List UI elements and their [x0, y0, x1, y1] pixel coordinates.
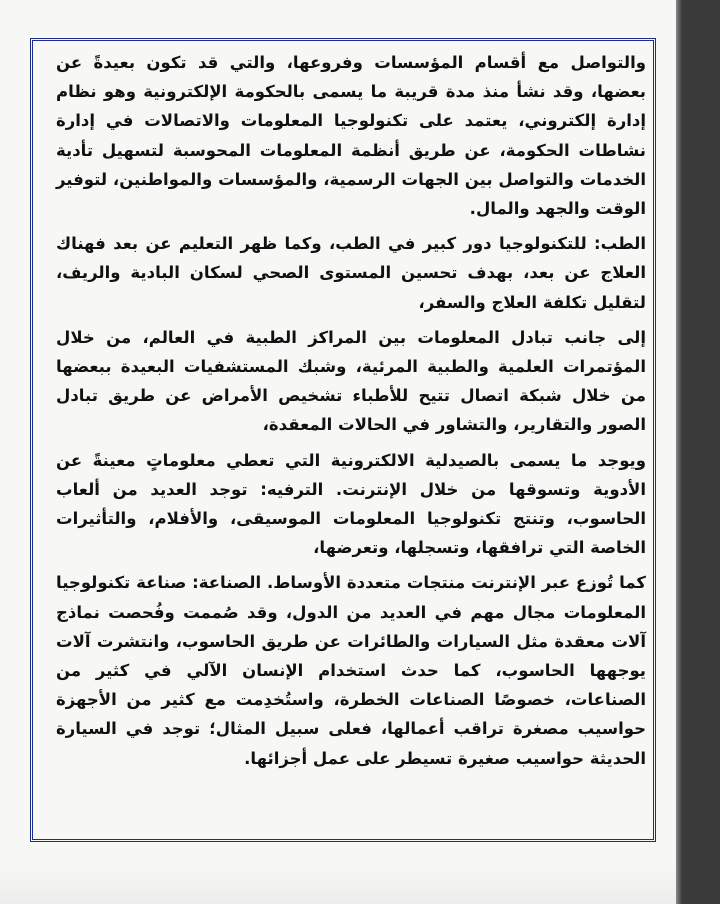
page-bottom-shadow — [0, 864, 676, 904]
paragraph-medical-information-exchange: إلى جانب تبادل المعلومات بين المراكز الطبية في العالم، من خلال المؤتمرات العلمية والطبية المرئية، وشبك المستشفيات البعيدة ببعضها من خلال شبكة اتصال تتيح للأطباء تشخيص الأمراض عن طريق تبادل الصور والتقارير، والتشاور في الحالات المعقدة، — [56, 327, 646, 435]
document-body — [56, 48, 646, 779]
paragraph-e-government: والتواصل مع أقسام المؤسسات وفروعها، والتي قد تكون بعيدةً عن بعضها، وقد نشأ منذ مدة قريبة ما يسمى بالحكومة الإلكترونية وهو نظام إدارة إلكتروني، يعتمد على تكنولوجيا المعلومات والاتصالات في إدارة نشاطات الحكومة، عن طريق أنظمة المعلومات المحوسبة لتسهيل تأدية الخدمات والتواصل بين الجهات الرسمية، والمؤسسات والمواطنين، لتوفير الوقت والجهد والمال. — [56, 53, 646, 219]
paragraph-e-pharmacy-entertainment: ويوجد ما يسمى بالصيدلية الالكترونية التي تعطي معلوماتٍ معينةً عن الأدوية وتسوقها من خلال الإنترنت. الترفيه: توجد العديد من ألعاب الحاسوب، وتنتج تكنولوجيا المعلومات الموسيقى، والأفلام، والتأثيرات الخاصة التي ترافقها، وتسجلها، وتعرضها، — [56, 450, 646, 558]
paragraph-medicine: الطب: للتكنولوجيا دور كبير في الطب، وكما ظهر التعليم عن بعد فهناك العلاج عن بعد، بهدف تحسين المستوى الصحي لسكان البادية والريف، لتقليل تكلفة العلاج والسفر، — [56, 234, 646, 312]
paragraph-industry: كما تُوزع عبر الإنترنت منتجات متعددة الأوساط. الصناعة: صناعة تكنولوجيا المعلومات مجال مهم في العديد من الدول، وقد صُممت وفُحصت نماذج آلات معقدة مثل السيارات والطائرات عن طريق الحاسوب، وانتشرت آلات يوجهها الحاسوب، كما حدث استخدام الإنسان الآلي في كثير من الصناعات، خصوصًا الصناعات الخطرة، واستُخدِمت مع كثير من الأجهزة حواسيب مصغرة تراقب أعمالها، فعلى سبيل المثال؛ توجد في السيارة الحديثة حواسيب صغيرة تسيطر على عمل أجزائها. — [56, 573, 646, 768]
right-edge-strip — [676, 0, 720, 904]
edge-shade — [676, 0, 682, 904]
